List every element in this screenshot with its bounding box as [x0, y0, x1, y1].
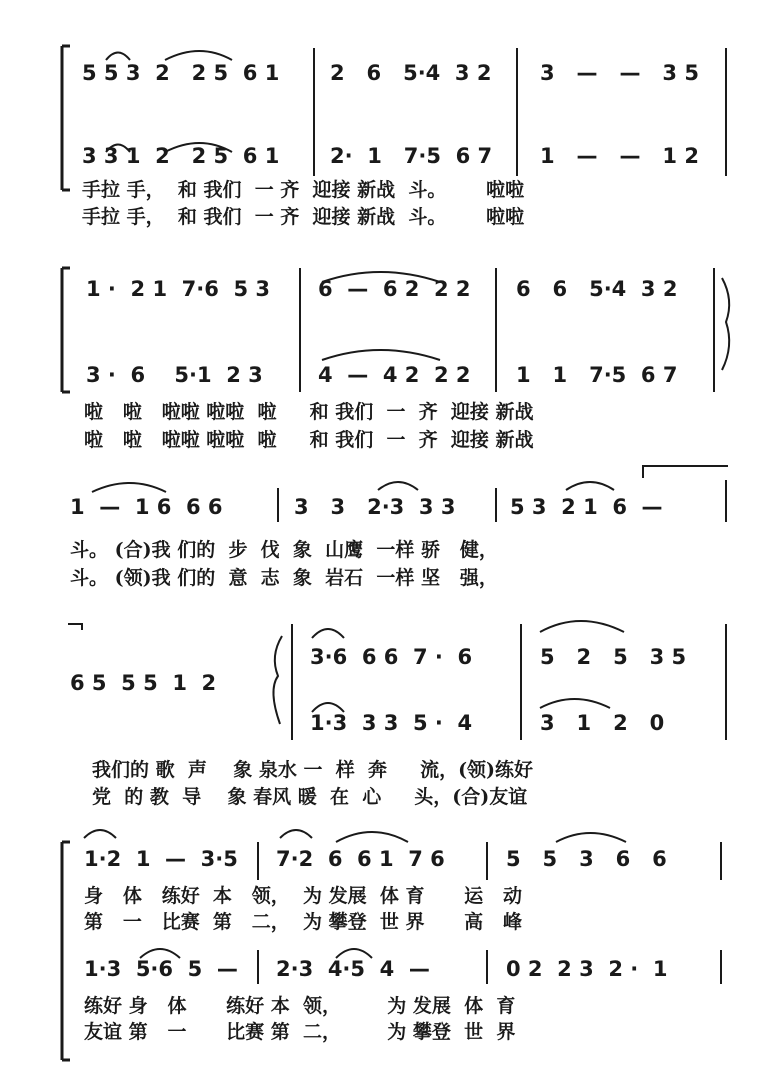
lyric-s6-v2: 友谊 第 一 比赛 第 二， 为 攀登 世 界: [84, 1021, 516, 1043]
lyric-s3-v2: 斗。 (领)我 们的 意 志 象 岩石 一样 坚 强，: [70, 567, 498, 589]
lyric-s6-v1: 练好 身 体 练好 本 领， 为 发展 体 育: [84, 995, 516, 1017]
notation-s2-t1-m3: 6 6 5·4 3 2: [516, 277, 678, 301]
lyric-s5-v2: 第 一 比赛 第 二， 为 攀登 世 界 高 峰: [84, 911, 522, 933]
notation-s1-t2-m2: 2· 1 7·5 6 7: [330, 144, 493, 168]
notation-s1-t2-m1: 3 3 1 2 2 5 6 1: [82, 144, 280, 168]
slur: [378, 482, 418, 490]
notation-s4-t1-m2: 3·6 6 6 7 · 6: [310, 645, 473, 669]
system-2: [62, 268, 729, 451]
lyric-s1-v1: 手拉 手， 和 我们 一 齐 迎接 新战 斗。 啦啦: [82, 179, 525, 201]
notation-s6-m1: 1·3 5·6 5 —: [84, 957, 238, 981]
notation-s3-m2: 3 3 2·3 3 3: [294, 495, 456, 519]
slur: [84, 830, 116, 838]
notation-s1-t2-m3: 1 — — 1 2: [540, 144, 699, 168]
lyric-s4-v1: 我们的 歌 声 象 泉水 一 样 奔 流，(领)练好: [92, 759, 534, 781]
slur: [540, 621, 624, 632]
slur: [280, 830, 312, 838]
lyric-s2-v1: 啦 啦 啦啦 啦啦 啦 和 我们 一 齐 迎接 新战: [84, 401, 534, 423]
system-bracket: [62, 842, 70, 1060]
notation-s2-t2-m2: 4 — 4 2 2 2: [318, 363, 471, 387]
slur: [336, 832, 408, 842]
notation-s5-m2: 7·2 6 6 1 7 6: [276, 847, 445, 871]
volta-bracket: [643, 466, 728, 478]
system-1: [62, 46, 726, 228]
notation-s5-m1: 1·2 1 — 3·5: [84, 847, 238, 871]
lyric-s1-v2: 手拉 手， 和 我们 一 齐 迎接 新战 斗。 啦啦: [82, 206, 525, 228]
notation-s4-t2-m1: 6 5 5 5 1 2: [70, 671, 217, 695]
notation-s4-t2-m2: 1·3 3 3 5 · 4: [310, 711, 473, 735]
slur: [540, 699, 610, 708]
notation-s6-m3: 0 2 2 3 2 · 1: [506, 957, 668, 981]
notation-s2-t2-m1: 3 · 6 5·1 2 3: [86, 363, 263, 387]
system-6: [84, 949, 721, 1043]
notation-s3-m1: 1 — 1 6 6 6: [70, 495, 223, 519]
system-3: [70, 466, 728, 589]
slur: [312, 629, 344, 638]
notation-s4-t1-m3: 5 2 5 3 5: [540, 645, 687, 669]
notation-s1-t1-m1: 5 5 3 2 2 5 6 1: [82, 61, 280, 85]
slur: [556, 833, 626, 842]
brace: [722, 278, 729, 370]
slur: [165, 51, 232, 60]
lyric-s5-v1: 身 体 练好 本 领， 为 发展 体 育 运 动: [84, 885, 522, 907]
lyric-s2-v2: 啦 啦 啦啦 啦啦 啦 和 我们 一 齐 迎接 新战: [84, 429, 534, 451]
slur: [106, 53, 130, 61]
brace: [273, 636, 282, 724]
lyric-s3-v1: 斗。 (合)我 们的 步 伐 象 山鹰 一样 骄 健，: [70, 539, 498, 561]
notation-s4-t2-m3: 3 1 2 0: [540, 711, 665, 735]
notation-s1-t1-m3: 3 — — 3 5: [540, 61, 699, 85]
notation-s2-t1-m2: 6 — 6 2 2 2: [318, 277, 471, 301]
system-4: [68, 621, 726, 808]
slur: [566, 482, 614, 490]
slur: [322, 350, 440, 360]
notation-s6-m2: 2·3 4·5 4 —: [276, 957, 430, 981]
notation-s2-t2-m3: 1 1 7·5 6 7: [516, 363, 678, 387]
notation-s2-t1-m1: 1 · 2 1 7·6 5 3: [86, 277, 271, 301]
system-bracket: [62, 46, 70, 190]
notation-s1-t1-m2: 2 6 5·4 3 2: [330, 61, 492, 85]
lyric-s4-v2: 党 的 教 导 象 春风 暖 在 心 头，(合)友谊: [92, 786, 528, 808]
slur: [92, 483, 166, 492]
notation-s5-m3: 5 5 3 6 6: [506, 847, 667, 871]
system-bracket: [62, 268, 70, 392]
notation-s3-m3: 5 3 2 1 6 —: [510, 495, 663, 519]
volta-bracket-end: [68, 624, 82, 630]
